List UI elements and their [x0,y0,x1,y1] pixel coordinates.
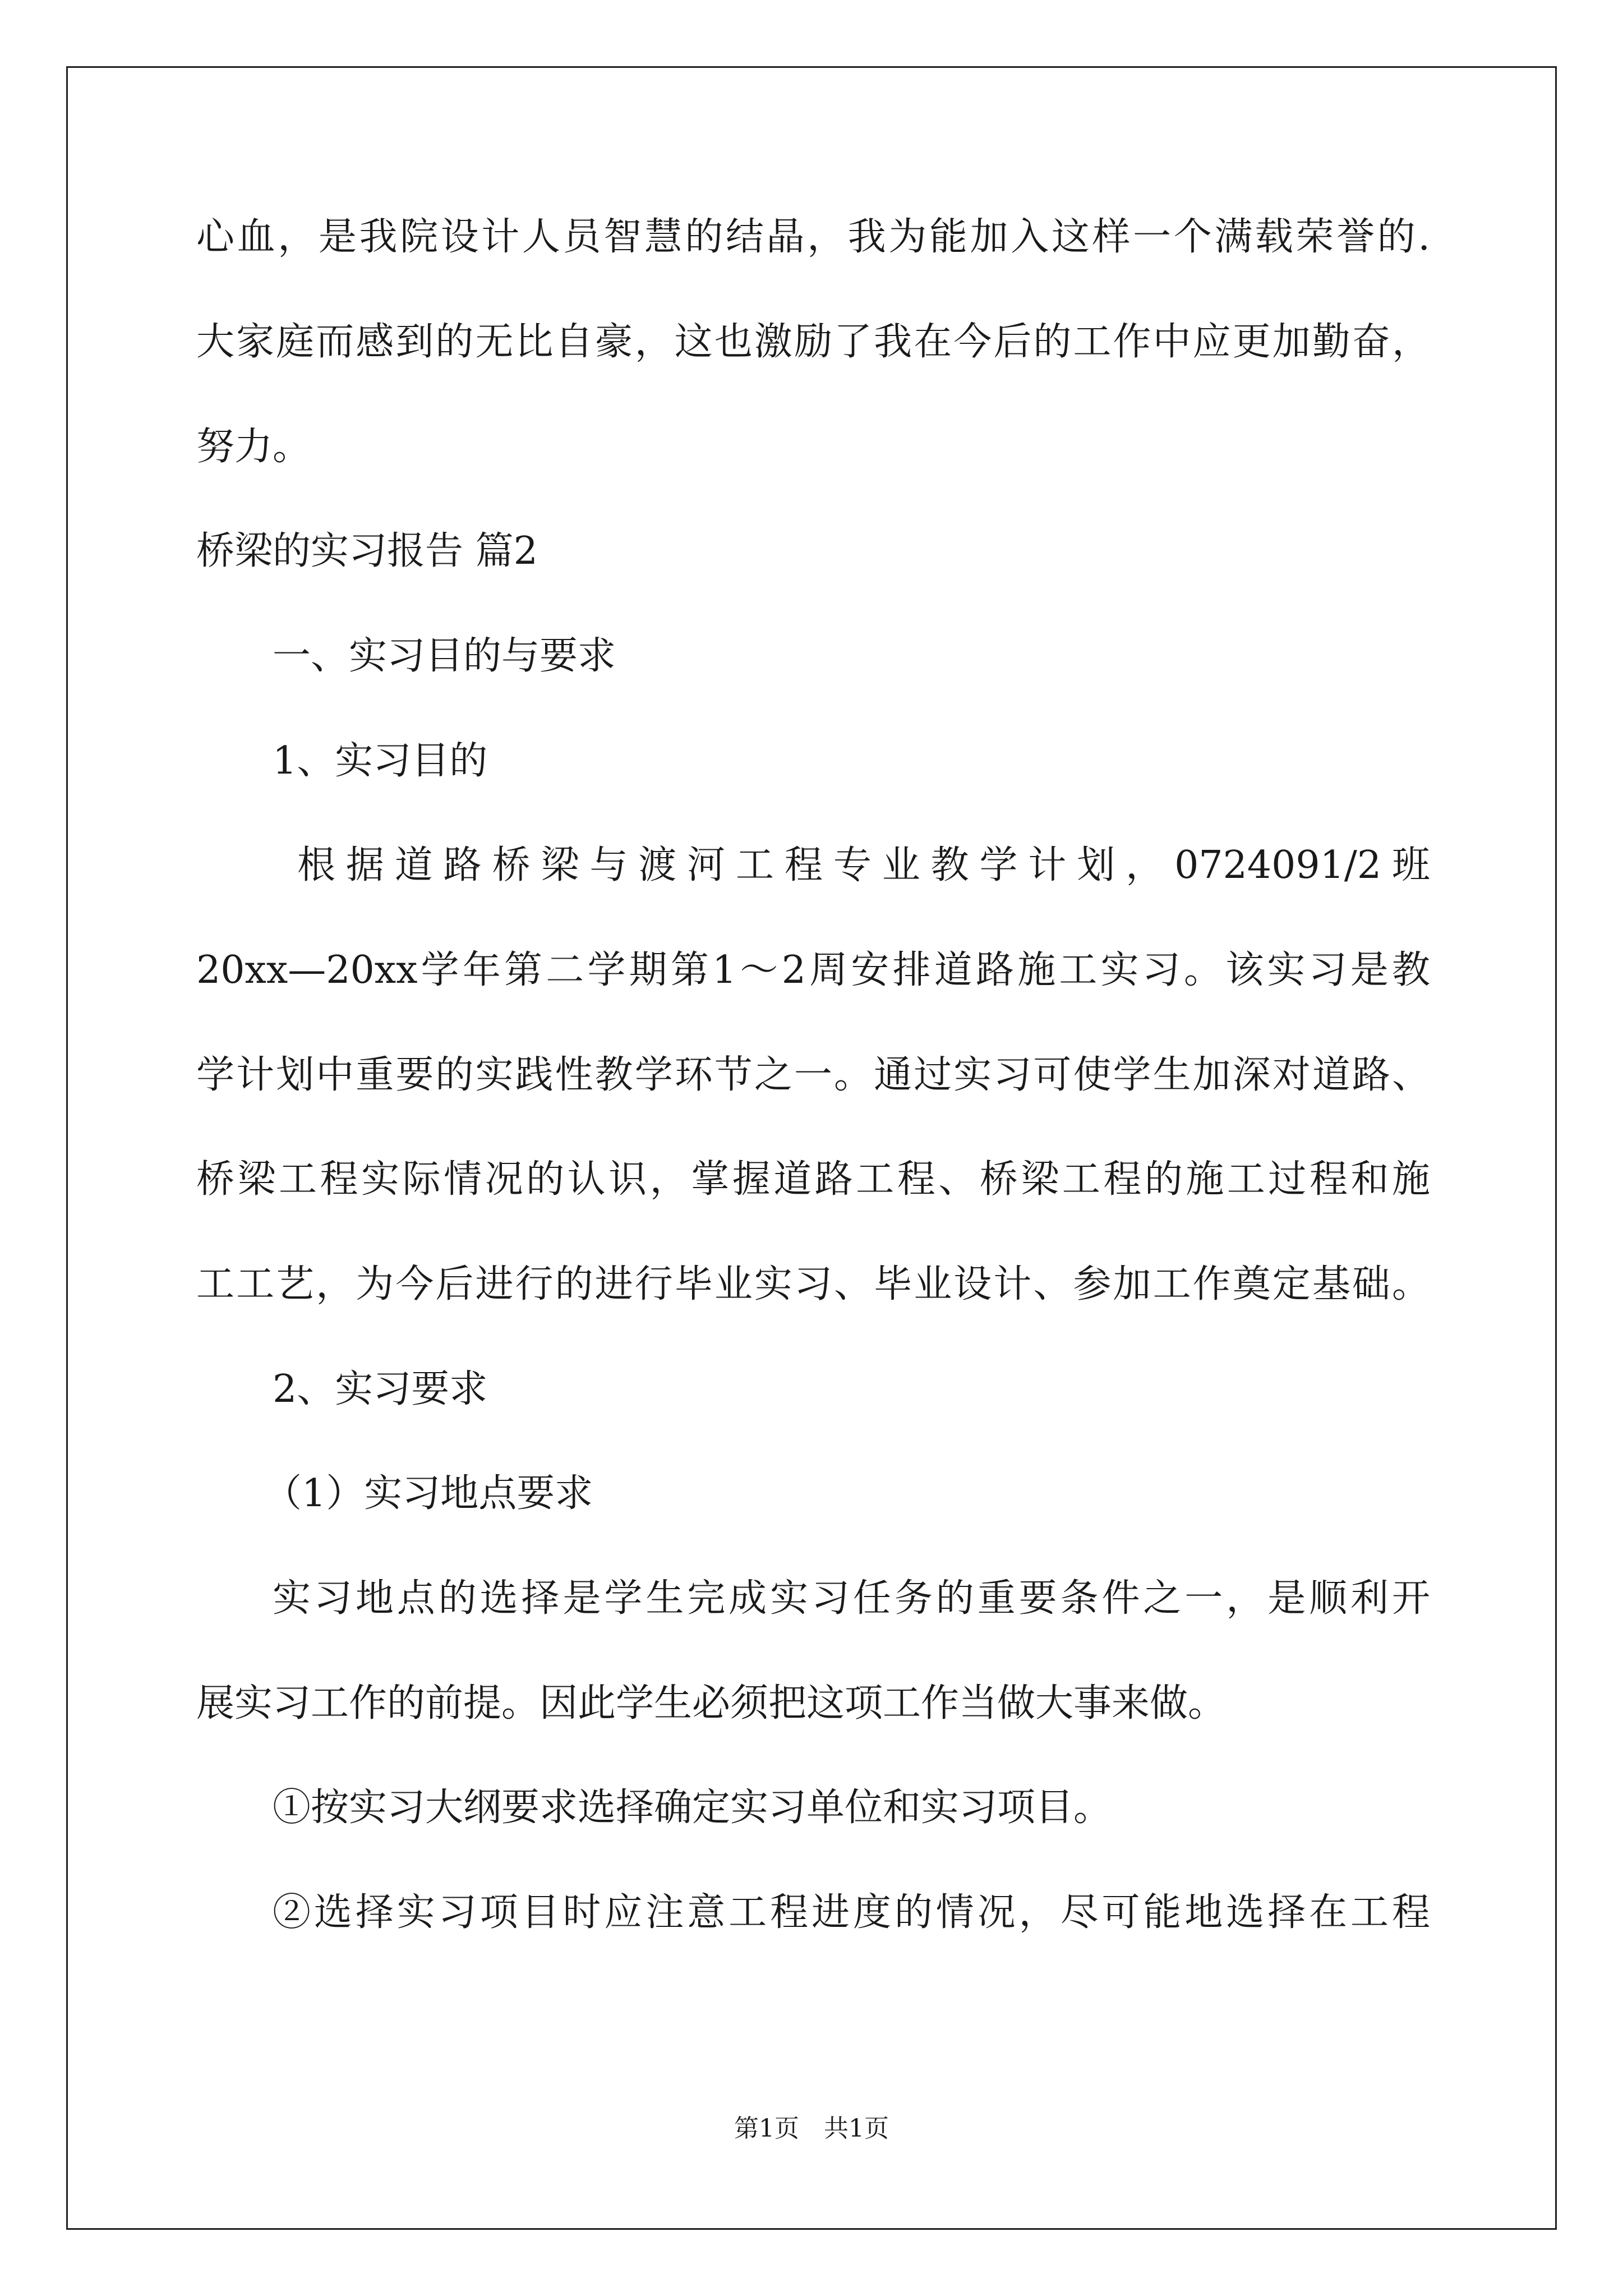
paragraph-line: 展实习工作的前提。因此学生必须把这项工作当做大事来做。 [196,1681,1227,1726]
paragraph-line: 根据道路桥梁与渡河工程专业教学计划，0724091/2班 [297,843,1430,887]
paragraph-line: 学计划中重要的实践性教学环节之一。通过实习可使学生加深对道路、 [196,1053,1430,1097]
paragraph-line: 努力。 [196,425,311,469]
paragraph-line: 心血，是我院设计人员智慧的结晶，我为能加入这样一个满载荣誉的. [196,215,1430,259]
heading-level-1: 一、实习目的与要求 [273,634,616,678]
paragraph-line: 工工艺，为今后进行的进行毕业实习、毕业设计、参加工作奠定基础。 [196,1262,1430,1306]
heading-level-2: 1、实习目的 [273,739,488,783]
paragraph-line: 大家庭而感到的无比自豪，这也激励了我在今后的工作中应更加勤奋， [196,320,1430,364]
paragraph-line: 实习地点的选择是学生完成实习任务的重要条件之一，是顺利开 [273,1576,1430,1621]
list-item: ②选择实习项目时应注意工程进度的情况，尽可能地选择在工程 [273,1890,1430,1935]
heading-level-2: 2、实习要求 [273,1367,488,1411]
page-footer: 第1页 共1页 [734,2114,889,2143]
section-title: 桥梁的实习报告 篇2 [196,529,538,573]
heading-level-3: （1）实习地点要求 [264,1471,593,1516]
list-item: ①按实习大纲要求选择确定实习单位和实习项目。 [273,1786,1112,1830]
paragraph-line: 桥梁工程实际情况的认识，掌握道路工程、桥梁工程的施工过程和施 [196,1157,1430,1202]
paragraph-line: 20xx—20xx学年第二学期第1～2周安排道路施工实习。该实习是教 [196,948,1430,992]
